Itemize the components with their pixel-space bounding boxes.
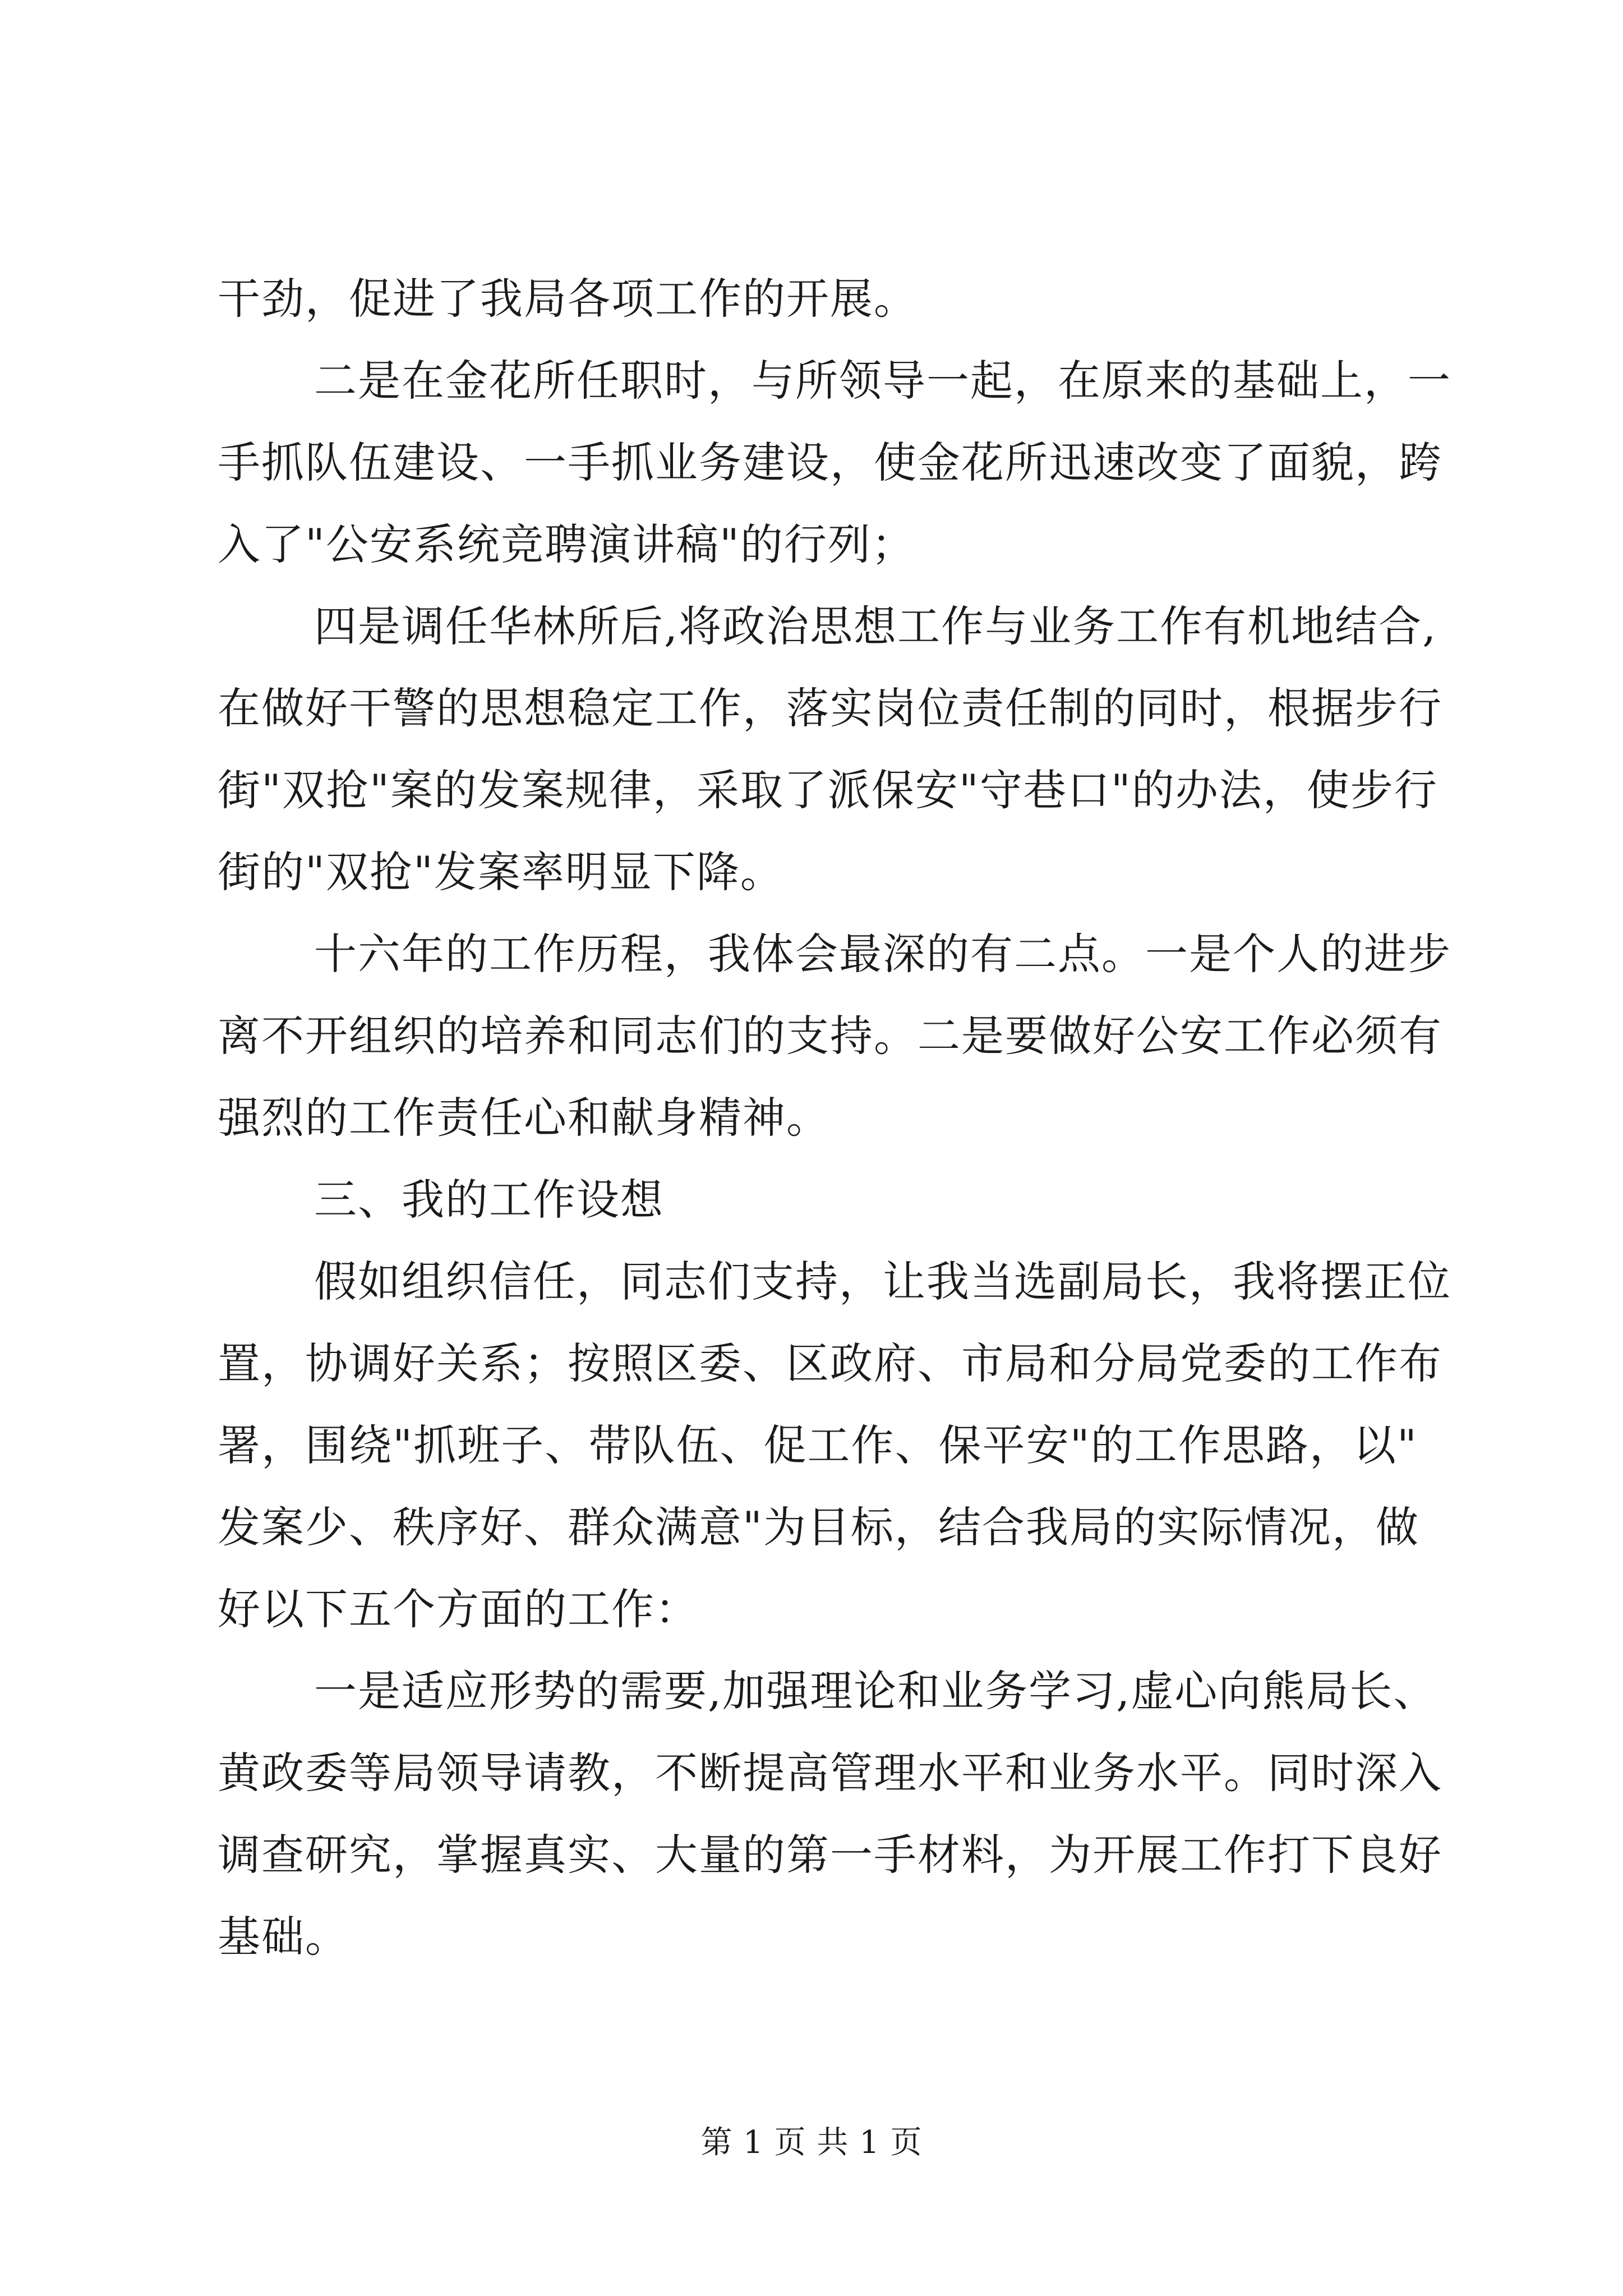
paragraph-2-line-2: 手抓队伍建设、一手抓业务建设，使金花所迅速改变了面貌，跨 [218, 438, 1442, 487]
paragraph-3-line-3: 街"双抢"案的发案规律，采取了派保安"守巷口"的办法，使步行 [218, 765, 1438, 815]
paragraph-2-line-3: 入了"公安系统竞聘演讲稿"的行列； [218, 519, 915, 569]
paragraph-3-line-1: 四是调任华林所后,将政治思想工作与业务工作有机地结合, [314, 601, 1437, 651]
page-number: 第 1 页 共 1 页 [700, 2124, 923, 2161]
page-footer [0, 2120, 1623, 2165]
paragraph-7-line-4: 基础。 [218, 1912, 349, 1962]
section-heading: 三、我的工作设想 [314, 1175, 664, 1225]
paragraph-4-line-2: 离不开组织的培养和同志们的支持。二是要做好公安工作必须有 [218, 1011, 1442, 1061]
paragraph-2-line-1: 二是在金花所任职时，与所领导一起，在原来的基础上，一 [314, 356, 1451, 406]
paragraph-6-line-3: 署，围绕"抓班子、带队伍、促工作、保平安"的工作思路，以" [218, 1420, 1418, 1470]
paragraph-3-line-4: 街的"双抢"发案率明显下降。 [218, 847, 784, 897]
paragraph-6-line-4: 发案少、秩序好、群众满意"为目标，结合我局的实际情况，做 [218, 1502, 1419, 1552]
paragraph-1-line-1: 干劲，促进了我局各项工作的开展。 [218, 274, 917, 324]
paragraph-3-line-2: 在做好干警的思想稳定工作，落实岗位责任制的同时，根据步行 [218, 683, 1442, 733]
paragraph-7-line-3: 调查研究，掌握真实、大量的第一手材料，为开展工作打下良好 [218, 1830, 1442, 1880]
document-body [218, 258, 1451, 1978]
paragraph-7-line-1: 一是适应形势的需要,加强理论和业务学习,虚心向熊局长、 [314, 1666, 1437, 1716]
paragraph-7-line-2: 黄政委等局领导请教，不断提高管理水平和业务水平。同时深入 [218, 1748, 1442, 1798]
paragraph-4-line-1: 十六年的工作历程，我体会最深的有二点。一是个人的进步 [314, 929, 1451, 979]
paragraph-6-line-2: 置，协调好关系；按照区委、区政府、市局和分局党委的工作布 [218, 1338, 1442, 1388]
paragraph-6-line-5: 好以下五个方面的工作： [218, 1584, 699, 1634]
paragraph-6-line-1: 假如组织信任，同志们支持，让我当选副局长，我将摆正位 [314, 1257, 1451, 1306]
paragraph-4-line-3: 强烈的工作责任心和献身精神。 [218, 1093, 830, 1143]
